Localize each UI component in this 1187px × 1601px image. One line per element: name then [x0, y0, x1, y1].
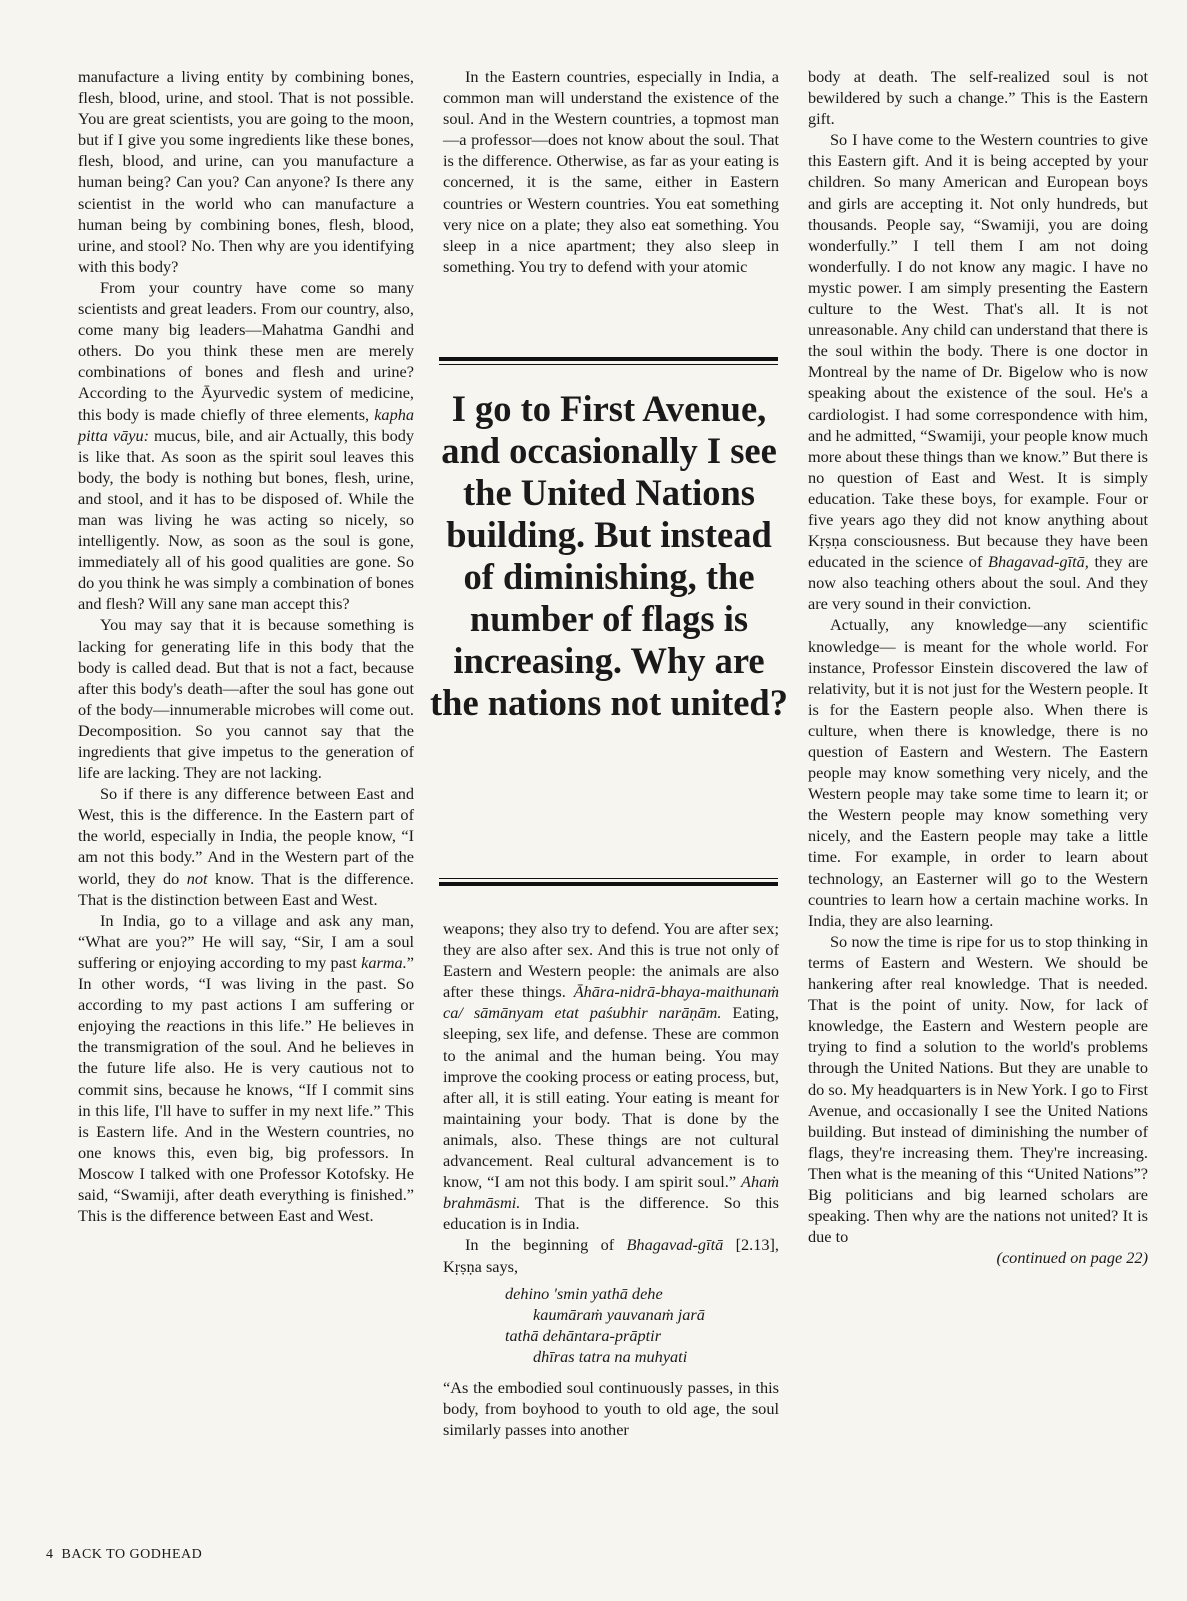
paragraph: So I have come to the Western countries to give this Eastern gift. And it is being accepted by your children. So many American and European boys and girls are accepting it. Not only hundreds, but thousands. People say, “Swamiji, you are doing wonderfully.” I tell them I am not doing wonderfully. I do not know any magic. I have no mystic power. I am simply presenting the Eastern culture to the West. That's all. It is not unreasonable. Any child can understand that there is the soul within the body. There is one doctor in Montreal by the name of Dr. Bigelow who is now speaking about the existence of the soul. He's a cardiologist. I had some correspondence with him, and he admitted, “Swamiji, your people know much more about these things than we know.” But there is no question of East and West. It is simply education. Take these boys, for example. Four or five years ago they did not know anything about Kṛṣṇa consciousness. But because they have been educated in the science of Bhagavad-gītā, they are now also teaching others about the soul. And they are very sound in their conviction.: [808, 130, 1148, 614]
pullquote-top-rule: [439, 357, 778, 365]
paragraph: So now the time is ripe for us to stop thinking in terms of Eastern and Western. We should be hankering after real knowledge. That is needed. That is the point of unity. Now, for lack of knowledge, the Eastern and Western people are trying to find a solution to the world's problems through the United Nations. But they are unable to do so. My headquarters is in New York. I go to First Avenue, and occasionally I see the United Nations building. But instead of diminishing the number of flags, they're increasing them. They're increasing. Then what is the meaning of this “United Nations”? Big politicians and big learned scholars are speaking. Then why are the nations not united? It is due to: [808, 931, 1148, 1247]
paragraph: From your country have come so many scientists and great leaders. From our country, also, come many big leaders—Mahatma Gandhi and others. Do you think these men are merely combinations of bones and flesh and urine? According to the Āyurvedic system of medicine, this body is made chiefly of three elements, kapha pitta vāyu: mucus, bile, and air Actually, this body is like that. As soon as the spirit soul leaves this body, the body is nothing but bones, flesh, urine, and stool, and it has to be disposed of. While the man was living he was acting so nicely, so intelligently. Now, as soon as the soul is gone, immediately all of his good qualities are gone. So do you think he was simply a combination of bones and flesh? Will any sane man accept this?: [78, 277, 415, 614]
sanskrit-verse: [443, 1283, 779, 1367]
column-1: [78, 66, 414, 1226]
paragraph: In the beginning of Bhagavad-gītā [2.13], Kṛṣṇa says,: [443, 1235, 779, 1276]
page-footer: [46, 1547, 202, 1563]
paragraph: You may say that it is because something is lacking for generating life in this body that the body is called dead. But that is not a fact, because after this body's death—after the soul has gone out of the body—innumerable microbes will come out. Decomposition. So you cannot say that the ingredients that give impetus to the generation of life are lacking. They are not lacking.: [78, 615, 414, 783]
paragraph: So if there is any difference between East and West, this is the difference. In the Eastern part of the world, especially in India, the people know, “I am not this body.” And in the Western part of the world, they do not know. That is the difference. That is the distinction between East and West.: [78, 784, 415, 909]
verse-line: kaumāraṁ yauvanaṁ jarā: [533, 1304, 705, 1324]
paragraph: manufacture a living entity by combining bones, flesh, blood, urine, and stool. That is not possible. You are great scientists, you are going to the moon, but if I give you some ingredients like these bones, flesh, blood, and urine, can you manufacture a human being? Can you? Can anyone? Is there any scientist in the world who can manufacture a human being by combining bones, flesh, blood, urine, and stool? No. Then why are you identifying with this body?: [78, 67, 414, 276]
page-number: 4: [46, 1547, 54, 1562]
column-3: [808, 66, 1148, 1268]
paragraph: body at death. The self-realized soul is not bewildered by such a change.” This is the Eastern gift.: [808, 67, 1148, 129]
paragraph: In India, go to a village and ask any man, “What are you?” He will say, “Sir, I am a soul suffering or enjoying according to my past karma.” In other words, “I was living in the past. So according to my past actions I am suffering or enjoying the reactions in this life.” He believes in the transmigration of the soul. And he believes in the future life also. He is very cautious not to commit sins, because he knows, “If I commit sins in this life, I'll have to suffer in my next life.” This is Eastern life. And in the Western countries, no one knows this, even big, big professors. In Moscow I talked with one Professor Kotofsky. He said, “Swamiji, after death everything is finished.” This is the difference between East and West.: [78, 910, 414, 1226]
magazine-title: BACK TO GODHEAD: [61, 1547, 203, 1562]
verse-line: dhīras tatra na muhyati: [533, 1346, 688, 1366]
verse-line: tathā dehāntara-prāptir: [505, 1325, 662, 1345]
paragraph: “As the embodied soul continuously passes, in this body, from boyhood to youth to old age, the soul similarly passes into another: [443, 1377, 779, 1440]
verse-line: dehino 'smin yathā dehe: [505, 1283, 663, 1303]
continued-note: (continued on page 22): [996, 1248, 1148, 1268]
paragraph: Actually, any knowledge—any scientific knowledge— is meant for the whole world. For instance, Professor Einstein discovered the law of relativity, but it is not just for the Western people. It is for the Eastern people also. When there is culture, when there is knowledge, there is no question of Eastern and Western. The Eastern people may know something very nicely, and the Western people may take some time to learn it; or the Western people may know something very nicely, and the Eastern people may take a little time. For example, in order to learn about technology, an Easterner will go to the Western countries to learn how a certain machine works. In India, they are also learning.: [808, 615, 1148, 930]
pull-quote: I go to First Avenue, and occasionally I see the United Nations building. But instead of diminishing, the number of flags is increasing. Why are the nations not united?: [430, 388, 788, 723]
column-2-top: [443, 66, 779, 277]
paragraph: In the Eastern countries, especially in India, a common man will understand the existence of the soul. And in the Western countries, a topmost man—a professor—does not know about the soul. That is the difference. Otherwise, as far as your eating is concerned, it is the same, either in Eastern countries or Western countries. You eat something very nice on a plate; they also eat something. You sleep in a nice apartment; they also sleep in something. You try to defend with your atomic: [443, 67, 779, 276]
paragraph: weapons; they also try to defend. You are after sex; they are also after sex. And this is true not only of Eastern and Western people: the animals are also after these things. Āhāra-nidrā-bhaya-maithunaṁ ca/ sāmānyam etat paśubhir narāṇām. Eating, sleeping, sex life, and defense. These are common to the animal and the human being. You may improve the cooking process or eating process, but, after all, it is still eating. Your eating is meant for maintaining your body. That is done by the animals, also. These things are not cultural advancement. Real cultural advancement is to know, “I am not this body. I am spirit soul.” Ahaṁ brahmāsmi. That is the difference. So this education is in India.: [443, 919, 779, 1234]
pullquote-bottom-rule: [439, 878, 778, 886]
column-2-bottom: [443, 918, 779, 1440]
